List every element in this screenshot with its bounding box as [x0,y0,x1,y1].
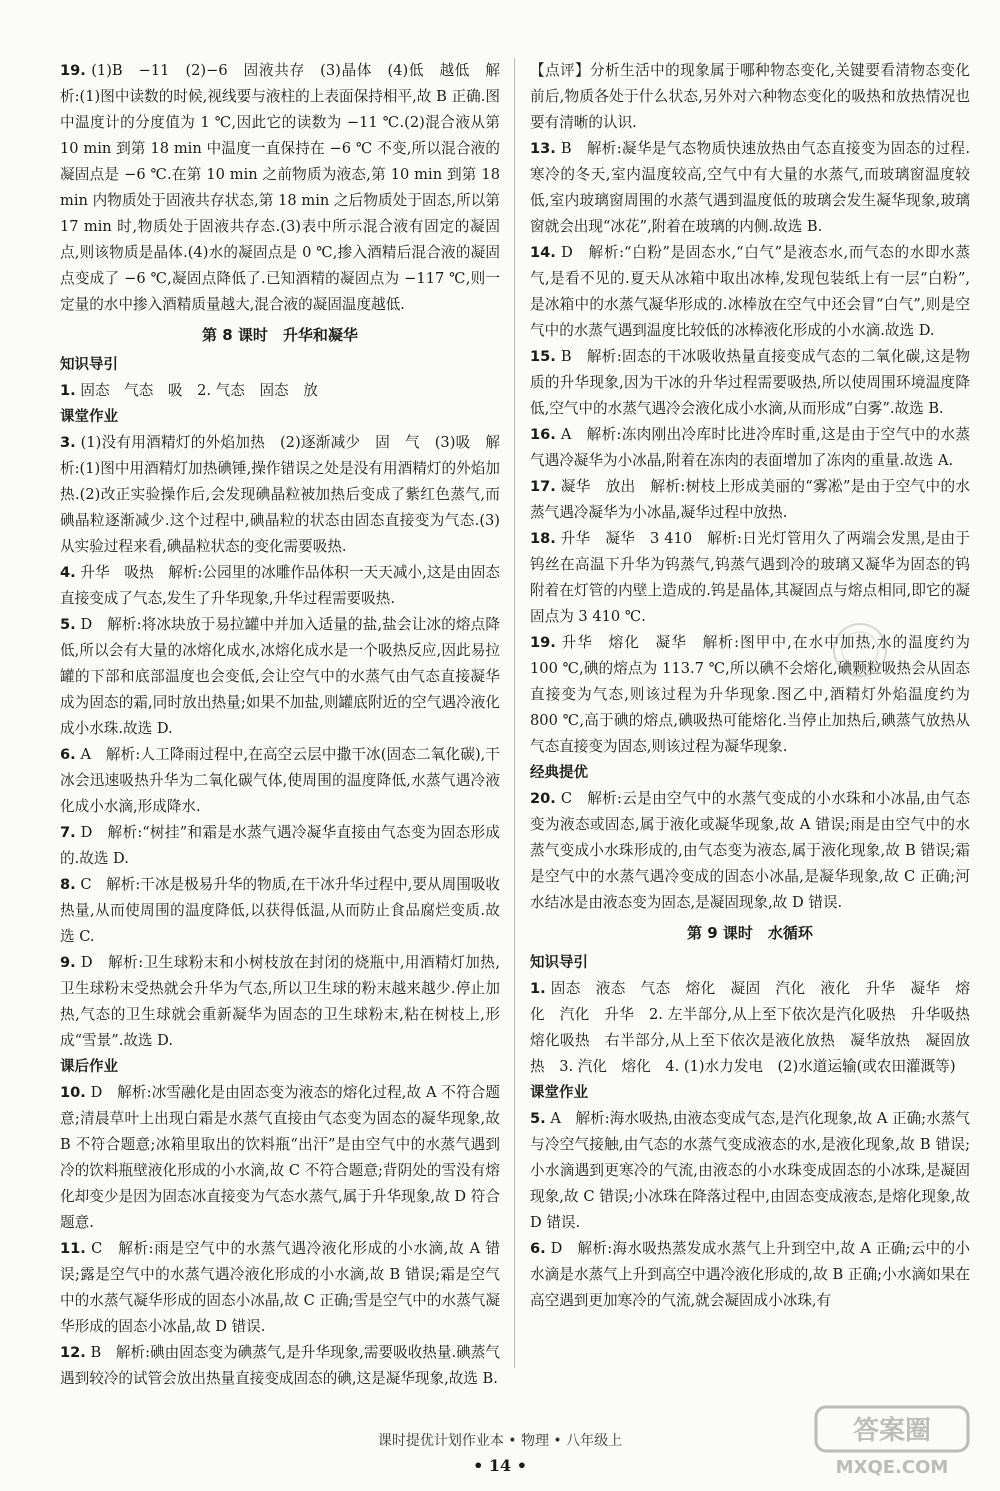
section-heading: 知识导引 [530,955,588,971]
answer-text: (1)B −11 (2)−6 固液共存 (3)晶体 (4)低 越低 解析:(1)图中读数的时候,视线要与液柱的上表面保持相平,故 B 正确.图中温度计的分度值为 1 ℃,因此它的读数为 −11 ℃.(2)混合液从第 10 min 到第 18 min 中温度一直保持在 −6 ℃ 不变,所以混合液的凝固点是 −6 ℃.在第 10 min 之前物质为液态,第 10 min 到第 18 min 内物质处于固液共存状态,第 18 min 之后物质处于固态,所以第 17 min 时,物质处于固液共存态.(3)表中所示混合液有固定的凝固点,则该物质是晶体.(4)水的凝固点是 0 ℃,掺入酒精后混合液的凝固点变成了 −6 ℃,凝固点降低了.已知酒精的凝固点为 −117 ℃,则一定量的水中掺入酒精质量越大,混合液的凝固温度越低. [60,62,500,313]
answer-paragraph [60,1080,500,1236]
question-number: 16. [530,426,556,443]
answer-paragraph [530,1106,970,1236]
section-heading: 经典提优 [530,765,588,781]
question-number: 10. [60,1084,86,1101]
question-number: 19. [530,634,556,651]
answer-paragraph [530,136,970,240]
question-number: 1. [530,980,546,997]
answer-text: 固态 液态 气态 熔化 凝固 汽化 液化 升华 凝华 熔化 汽化 升华 2. 左半部分,从上至下依次是汽化吸热 升华吸热 熔化吸热 右半部分,从上至下依次是液化放热 凝华放热 凝固放热 3. 汽化 熔化 4. (1)水力发电 (2)水道运输(或农田灌溉等) [530,980,985,1075]
question-number: 1. [60,382,76,399]
question-number: 17. [530,478,556,495]
answer-text: D 解析:“树挂”和霜是水蒸气遇冷凝华直接由气态变为固态形成的.故选 D. [60,824,501,867]
answer-text: D 解析:海水吸热蒸发成水蒸气上升到空中,故 A 正确;云中的小水滴是水蒸气上升到高空中遇冷液化形成的,故 B 正确;小水滴如果在高空遇到更加寒冷的气流,就会凝固成小冰珠,有 [530,1240,971,1309]
answer-text: 固态 气态 吸 2. 气态 固态 放 [80,382,318,399]
answer-paragraph [60,950,500,1054]
answer-text: D 解析:“白粉”是固态水,“白气”是液态水,而气态的水即水蒸气,是看不见的.夏天从冰箱中取出冰棒,发现包装纸上有一层“白粉”,是冰箱中的水蒸气凝华形成的.冰棒放在空气中还会冒“白气”,则是空气中的水蒸气遇到温度比较低的冰棒液化形成的小水滴.故选 D. [530,244,970,339]
question-number: 5. [530,1110,546,1127]
answer-paragraph [60,430,500,560]
lesson-title: 第 8 课时 升华和凝华 [202,326,358,344]
question-number: 6. [530,1240,546,1257]
question-number: 11. [60,1240,86,1257]
stamp-watermark [830,620,890,680]
question-number: 14. [530,244,556,261]
question-number: 15. [530,348,556,365]
answer-text: C 解析:雨是空气中的水蒸气遇冷液化形成的小水滴,故 A 错误;露是空气中的水蒸气遇冷液化形成的小水滴,故 B 错误;霜是空气中的水蒸气凝华形成的固态小冰晶,故 C 正确;雪是空气中的水蒸气凝华形成的固态小冰晶,故 D 错误. [60,1240,501,1335]
question-number: 3. [60,434,76,451]
answer-text: D 解析:将冰块放于易拉罐中并加入适量的盐,盐会让冰的熔点降低,所以会有大量的冰熔化成水,冰熔化成水是一个吸热反应,因此易拉罐的下部和底部温度也会变低,会让空气中的水蒸气由气态直接凝华成为固态的霜,同时放出热量;如果不加盐,则罐底附近的空气遇冷液化成小水珠.故选 D. [60,616,501,737]
section-heading: 知识导引 [60,357,118,373]
column-divider [514,58,515,1368]
question-number: 18. [530,530,556,547]
question-number: 8. [60,876,76,893]
question-number: 19. [60,62,86,79]
question-number: 20. [530,790,556,807]
answer-paragraph [60,872,500,950]
answer-paragraph [60,560,500,612]
answer-paragraph [530,1236,970,1314]
answer-text: C 解析:干冰是极易升华的物质,在干冰升华过程中,要从周围吸收热量,从而使周围的温度降低,以获得低温,从而防止食品腐烂变质.故选 C. [60,876,500,945]
svg-text:MXQE.COM: MXQE.COM [835,1457,949,1478]
section-heading: 课堂作业 [530,1085,588,1101]
right-column [530,58,985,1314]
answer-paragraph [530,58,970,136]
answer-text: B 解析:凝华是气态物质快速放热由气态直接变为固态的过程.寒冷的冬天,室内温度较高,空气中有大量的水蒸气,而玻璃窗温度较低,室内玻璃窗周围的水蒸气遇到温度低的玻璃会发生凝华现象,玻璃窗就会出现“冰花”,附着在玻璃的内侧.故选 B. [530,140,970,235]
question-number: 5. [60,616,76,633]
answer-text: 升华 凝华 3 410 解析:日光灯管用久了两端会发黑,是由于钨丝在高温下升华为钨蒸气,钨蒸气遇到冷的玻璃又凝华为固态的钨附着在灯管的内壁上造成的.钨是晶体,其凝固点与熔点相同,即它的凝固点为 3 410 ℃. [530,530,970,625]
question-number: 6. [60,746,76,763]
lesson-title: 第 9 课时 水循环 [687,924,813,942]
answer-text: B 解析:碘由固态变为碘蒸气,是升华现象,需要吸收热量.碘蒸气遇到较冷的试管会放出热量直接变成固态的碘,这是凝华现象,故选 B. [60,1344,500,1387]
answer-paragraph [60,612,500,742]
answer-paragraph [60,378,500,404]
answer-paragraph [530,526,970,630]
answer-text: A 解析:海水吸热,由液态变成气态,是汽化现象,故 A 正确;水蒸气与冷空气接触,由气态的水蒸气变成液态的水,是液化现象,故 B 错误;小水滴遇到更寒冷的气流,由液态的小水珠变成固态的小冰珠,是凝固现象,故 C 错误;小冰珠在降落过程中,由固态变成液态,是熔化现象,故 D 错误. [530,1110,971,1231]
question-number: 4. [60,564,76,581]
footer-book-title: 课时提优计划作业本 • 物理 • 八年级上 [377,1433,623,1449]
answer-paragraph [530,630,970,760]
answer-paragraph [60,1236,500,1340]
question-number: 12. [60,1344,86,1361]
answer-paragraph [530,474,970,526]
answer-paragraph [530,344,970,422]
answer-text: A 解析:冻肉刚出冷库时比进冷库时重,这是由于空气中的水蒸气遇冷凝华为小冰晶,附着在冻肉的表面增加了冻肉的重量.故选 A. [530,426,970,469]
answer-paragraph [60,742,500,820]
section-heading: 课堂作业 [60,409,118,425]
svg-text:答案圈: 答案圈 [852,1416,932,1446]
page-content [60,58,985,1428]
answer-text: 升华 吸热 解析:公园里的冰雕作品体积一天天减小,这是由固态直接变成了气态,发生了升华现象,升华过程需要吸热. [60,564,501,607]
site-watermark-logo [812,1403,972,1481]
answer-paragraph [530,976,985,1080]
question-number: 9. [60,954,76,971]
answer-text: D 解析:冰雪融化是由固态变为液态的熔化过程,故 A 不符合题意;清晨草叶上出现白霜是水蒸气直接由气态变为固态的凝华现象,故 B 不符合题意;冰箱里取出的饮料瓶“出汗”是由空气中的水蒸气遇到冷的饮料瓶壁液化形成的小水滴,故 C 不符合题意;背阴处的雪没有熔化却变少是因为固态冰直接变为气态水蒸气,属于升华现象,故 D 符合题意. [60,1084,501,1231]
answer-text: B 解析:固态的干冰吸收热量直接变成气态的二氧化碳,这是物质的升华现象,因为干冰的升华过程需要吸热,所以使周围环境温度降低,空气中的水蒸气遇冷会液化成小水滴,从而形成“白雾”.故选 B. [530,348,970,417]
answer-text: D 解析:卫生球粉末和小树枝放在封闭的烧瓶中,用酒精灯加热,卫生球粉末受热就会升华为气态,所以卫生球的粉末越来越少.停止加热,气态的卫生球就会重新凝华为固态的卫生球粉末,粘在树枝上,形成“雪景”.故选 D. [60,954,500,1049]
left-column [60,58,500,1392]
answer-text: 凝华 放出 解析:树枝上形成美丽的“雾凇”是由于空气中的水蒸气遇冷凝华为小冰晶,凝华过程中放热. [530,478,971,521]
answer-text: A 解析:人工降雨过程中,在高空云层中撒干冰(固态二氧化碳),干冰会迅速吸热升华为二氧化碳气体,使周围的温度降低,水蒸气遇冷液化成小水滴,形成降水. [60,746,501,815]
answer-text: (1)没有用酒精灯的外焰加热 (2)逐渐减少 固 气 (3)吸 解析:(1)图中用酒精灯加热碘锤,操作错误之处是没有用酒精灯的外焰加热.(2)改正实验操作后,会发现碘晶粒被加热后变成了紫红色蒸气,而碘晶粒逐渐减少.这个过程中,碘晶粒的状态由固态直接变为气态.(3)从实验过程来看,碘晶粒状态的变化需要吸热. [60,434,500,555]
answer-paragraph [530,240,970,344]
answer-paragraph [60,58,500,318]
answer-text: 升华 熔化 凝华 解析:图甲中,在水中加热,水的温度约为 100 ℃,碘的熔点为 113.7 ℃,所以碘不会熔化,碘颗粒吸热会从固态直接变为气态,则该过程为升华现象.图乙中,酒精灯外焰温度约为 800 ℃,高于碘的熔点,碘吸热可能熔化.当停止加热后,碘蒸气放热从气态直接变为固态,则该过程为凝华现象. [530,634,971,755]
answer-paragraph [60,1340,500,1392]
answer-paragraph [60,820,500,872]
question-number: 13. [530,140,556,157]
question-number: 7. [60,824,76,841]
answer-text: 【点评】分析生活中的现象属于哪种物态变化,关键要看清物态变化前后,物质各处于什么状态,另外对六种物态变化的吸热和放热情况也要有清晰的认识. [530,62,970,131]
answer-text: C 解析:云是由空气中的水蒸气变成的小水珠和小冰晶,由气态变为液态或固态,属于液化或凝华现象,故 A 错误;雨是由空气中的水蒸气变成小水珠形成的,由气态变为液态,属于液化现象,故 B 错误;霜是空气中的水蒸气遇冷变成的固态小冰晶,是凝华现象,故 C 正确;河水结冰是由液态变为固态,是凝固现象,故 D 错误. [530,790,970,911]
section-heading: 课后作业 [60,1059,118,1075]
page-number: • 14 • [473,1456,527,1475]
answer-paragraph [530,786,970,916]
answer-paragraph [530,422,970,474]
